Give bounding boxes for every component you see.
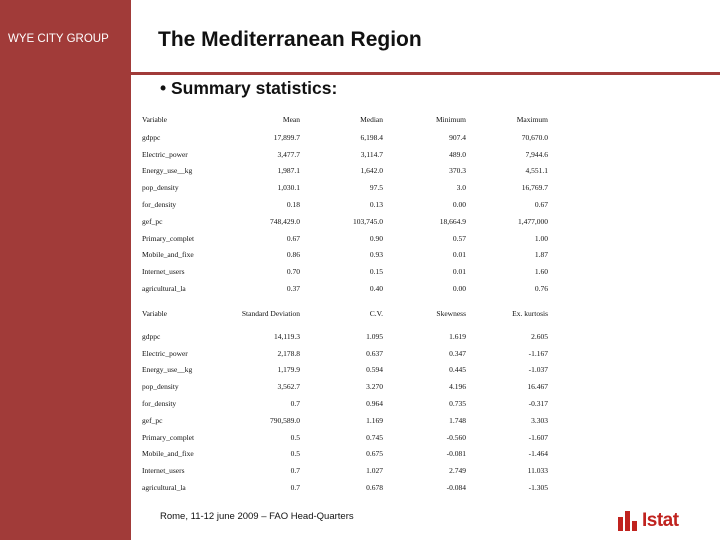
table-cell: 0.675 [366, 449, 383, 459]
table-row [142, 345, 548, 362]
row-label: Electric_power [142, 348, 188, 358]
table-row [142, 146, 548, 163]
table-cell: 0.01 [452, 250, 466, 260]
table-cell: 0.445 [449, 365, 466, 375]
table-cell: 0.7 [290, 466, 300, 476]
table-cell: -0.084 [446, 483, 466, 493]
table-cell: 1.169 [366, 415, 383, 425]
table-cell: 0.637 [366, 348, 383, 358]
table-cell: 1.027 [366, 466, 383, 476]
table-row [142, 328, 548, 345]
table-cell: 4,551.1 [525, 166, 548, 176]
table-cell: 97.5 [369, 183, 383, 193]
table-cell: 1.748 [449, 415, 466, 425]
table-cell: -0.317 [528, 399, 548, 409]
table-cell: -1.607 [528, 432, 548, 442]
table-cell: 3.0 [456, 183, 466, 193]
table-row [142, 446, 548, 463]
table-cell: 0.735 [449, 399, 466, 409]
page-title: The Mediterranean Region [158, 28, 422, 51]
row-label: gdppc [142, 132, 161, 142]
table-cell: 2.605 [531, 331, 548, 341]
column-header: Minimum [435, 114, 466, 124]
row-label: Primary_complet [142, 233, 195, 243]
row-label: gef_pc [142, 216, 163, 226]
table-row [142, 263, 548, 280]
table-cell: 1.00 [534, 233, 548, 243]
istat-bars-icon [618, 511, 638, 531]
table-cell: 103,745.0 [353, 216, 383, 226]
table-cell: 1.619 [449, 331, 466, 341]
column-header: Maximum [516, 114, 548, 124]
table-cell: 0.67 [534, 200, 548, 210]
table-cell: -0.081 [446, 449, 466, 459]
table-cell: 1.60 [534, 267, 548, 277]
column-header: C.V. [369, 308, 383, 318]
table-cell: -1.305 [528, 483, 548, 493]
footer-text: Rome, 11-12 june 2009 – FAO Head-Quarters [160, 511, 354, 522]
row-label: pop_density [142, 183, 179, 193]
brand-label: WYE CITY GROUP [8, 33, 109, 45]
table-cell: 0.70 [286, 267, 300, 277]
table-cell: 0.57 [452, 233, 466, 243]
table-cell: 1,642.0 [360, 166, 383, 176]
row-label: Energy_use__kg [142, 166, 193, 176]
table-cell: 0.67 [286, 233, 300, 243]
table-cell: 0.5 [290, 432, 300, 442]
table-cell: 0.01 [452, 267, 466, 277]
table-row [142, 362, 548, 379]
table-cell: 3.303 [531, 415, 548, 425]
table-cell: 18,664.9 [439, 216, 466, 226]
table-cell: 3,477.7 [277, 149, 300, 159]
column-header: Mean [282, 114, 300, 124]
table-cell: -1.037 [528, 365, 548, 375]
table-cell: 0.90 [369, 233, 383, 243]
table-cell: 16,769.7 [521, 183, 548, 193]
table-cell: 0.00 [452, 284, 466, 294]
table-cell: 16.467 [527, 382, 548, 392]
table-cell: 0.745 [366, 432, 383, 442]
row-label: gdppc [142, 331, 161, 341]
column-header: Variable [142, 114, 167, 124]
section-subtitle: • Summary statistics: [160, 78, 338, 98]
table-cell: 3,562.7 [277, 382, 300, 392]
column-header: Variable [142, 308, 167, 318]
table-cell: 0.15 [369, 267, 383, 277]
row-label: Mobile_and_fixe [142, 250, 194, 260]
row-label: Internet_users [142, 466, 185, 476]
table-cell: 1,179.9 [277, 365, 300, 375]
table-cell: 0.13 [369, 200, 383, 210]
table-cell: 1,477,000 [518, 216, 548, 226]
table-row [142, 196, 548, 213]
table-row [142, 129, 548, 146]
row-label: gef_pc [142, 415, 163, 425]
table-row [142, 163, 548, 180]
row-label: Internet_users [142, 267, 185, 277]
logo-text: Istat [642, 510, 679, 531]
table-cell: 17,899.7 [273, 132, 300, 142]
column-header: Standard Deviation [241, 308, 300, 318]
row-label: agricultural_la [142, 483, 186, 493]
row-label: agricultural_la [142, 284, 186, 294]
table-row [142, 429, 548, 446]
row-label: for_density [142, 399, 177, 409]
table-cell: 0.86 [286, 250, 300, 260]
table-cell: 11.033 [527, 466, 548, 476]
table-cell: 0.40 [369, 284, 383, 294]
table-cell: 489.0 [449, 149, 466, 159]
table-cell: 0.347 [449, 348, 466, 358]
table-row [142, 280, 548, 297]
table-cell: 0.76 [534, 284, 548, 294]
table-cell: -1.464 [528, 449, 548, 459]
table-cell: 0.93 [369, 250, 383, 260]
table-cell: -1.167 [528, 348, 548, 358]
table-row [142, 378, 548, 395]
table-cell: 3,114.7 [360, 149, 383, 159]
header-divider [131, 72, 720, 75]
row-label: Energy_use__kg [142, 365, 193, 375]
table-cell: 1.095 [366, 331, 383, 341]
table-cell: 14,119.3 [274, 331, 300, 341]
table-cell: 0.678 [366, 483, 383, 493]
table-row [142, 479, 548, 496]
istat-logo [618, 508, 679, 534]
table-cell: 370.3 [449, 166, 466, 176]
table-row [142, 412, 548, 429]
table-header-row [142, 109, 548, 129]
table-cell: 7,944.6 [525, 149, 548, 159]
table-cell: 0.5 [290, 449, 300, 459]
table-cell: 748,429.0 [270, 216, 300, 226]
row-label: Mobile_and_fixe [142, 449, 194, 459]
table-cell: 1,987.1 [277, 166, 300, 176]
table-cell: 2.749 [449, 466, 466, 476]
column-header: Ex. kurtosis [512, 308, 548, 318]
row-label: Primary_complet [142, 432, 195, 442]
column-header: Skewness [436, 308, 466, 318]
summary-table-dispersion [142, 298, 548, 496]
table-cell: 0.37 [286, 284, 300, 294]
sidebar-band [0, 0, 131, 540]
table-cell: 0.7 [290, 483, 300, 493]
table-cell: 2,178.8 [277, 348, 300, 358]
table-cell: 0.18 [286, 200, 300, 210]
column-header: Median [360, 114, 383, 124]
table-cell: 0.00 [452, 200, 466, 210]
table-cell: 790,589.0 [270, 415, 300, 425]
table-cell: 0.7 [290, 399, 300, 409]
row-label: Electric_power [142, 149, 188, 159]
row-label: for_density [142, 200, 177, 210]
table-cell: 1,030.1 [277, 183, 300, 193]
table-cell: 4.196 [449, 382, 466, 392]
table-header-row [142, 298, 548, 328]
table-cell: 6,198.4 [360, 132, 383, 142]
table-row [142, 230, 548, 247]
table-cell: 1.87 [534, 250, 548, 260]
row-label: pop_density [142, 382, 179, 392]
summary-table-central [142, 109, 548, 297]
table-row [142, 395, 548, 412]
table-row [142, 247, 548, 264]
table-row [142, 179, 548, 196]
table-cell: 907.4 [449, 132, 466, 142]
table-cell: 0.594 [366, 365, 383, 375]
table-row [142, 213, 548, 230]
table-cell: -0.560 [446, 432, 466, 442]
table-row [142, 462, 548, 479]
table-cell: 3.270 [366, 382, 383, 392]
table-cell: 0.964 [366, 399, 383, 409]
table-cell: 70,670.0 [521, 132, 548, 142]
